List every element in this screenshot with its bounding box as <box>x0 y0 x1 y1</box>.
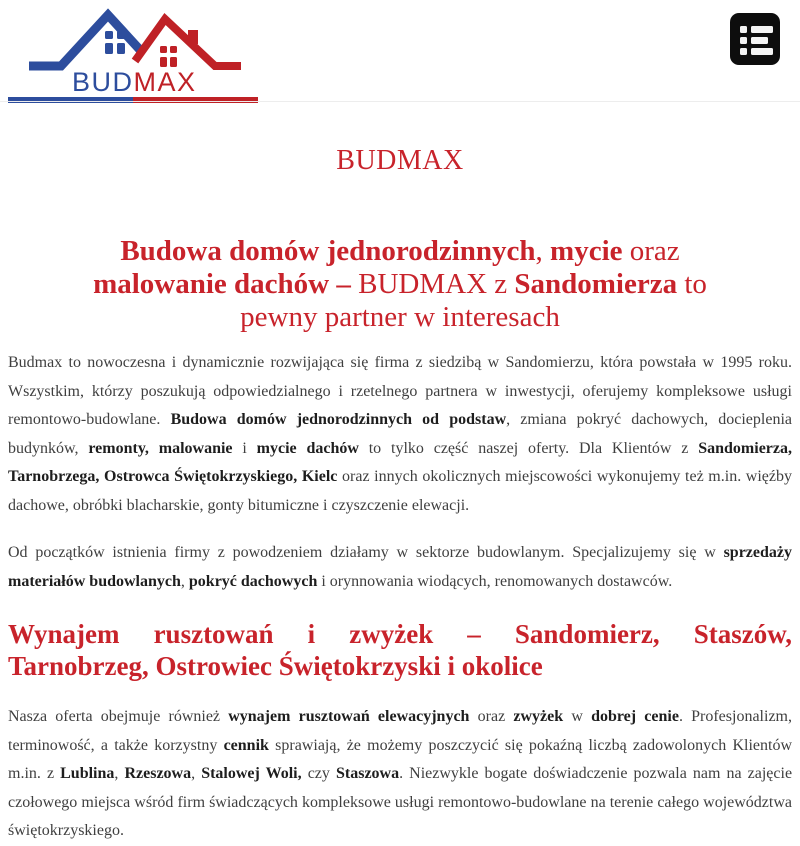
sub-heading-line-2: Tarnobrzeg, Ostrowiec Świętokrzyski i okolice <box>8 650 543 681</box>
red-house-windows <box>160 46 177 67</box>
red-roof-shape <box>135 19 241 66</box>
blue-roof-shape <box>29 15 141 66</box>
list-menu-icon <box>730 13 780 65</box>
logo-text-max: MAX <box>133 67 197 97</box>
intro-paragraph: Budmax to nowoczesna i dynamicznie rozwijająca się firma z siedzibą w Sandomierzu, która powstała w 1995 roku. Wszystkim, którzy poszukują odpowiedzialnego i rzetelnego partnera w inwestycji, oferujemy kompleksowe usługi remontowo-budowlane. Budowa domów jednorodzinnych od podstaw, zmiana pokryć dachowych, docieplenia budynków, remonty, malowanie i mycie dachów to tylko część naszej oferty. Dla Klientów z Sandomierza, Tarnobrzega, Ostrowca Świętokrzyskiego, Kielc oraz innych okolicznych miejscowości wykonujemy też m.in. więźby dachowe, obróbki blacharskie, gonty bitumiczne i czyszczenie elewacji. <box>8 354 793 514</box>
main-heading-line-1: Budowa domów jednorodzinnych, mycie oraz <box>120 235 680 267</box>
logo-text-bud: BUD <box>72 67 134 97</box>
menu-button[interactable] <box>730 13 780 65</box>
logo-bar-red <box>133 97 258 103</box>
main-heading-line-2: malowanie dachów – BUDMAX z Sandomierza to <box>93 267 707 300</box>
two-house-roofs-icon <box>8 4 258 104</box>
header-divider <box>0 101 800 102</box>
site-header <box>0 0 800 112</box>
main-heading <box>8 235 792 333</box>
logo-bar-blue <box>8 97 133 103</box>
sub-heading-line-1: Wynajem rusztowań i zwyżek – Sandomierz, Staszów, <box>8 619 792 650</box>
page-title[interactable]: BUDMAX <box>336 145 464 176</box>
budmax-logo[interactable] <box>8 4 258 104</box>
main-content <box>0 145 800 846</box>
blue-house-windows <box>105 31 125 54</box>
sub-heading <box>8 619 792 682</box>
logo-wordmark <box>72 67 197 97</box>
main-heading-line-3: pewny partner w interesach <box>240 300 560 333</box>
rental-paragraph: Nasza oferta obejmuje również wynajem rusztowań elewacyjnych oraz zwyżek w dobrej cenie. Profesjonalizm, terminowość, a także korzystny cennik sprawiają, że możemy poszczycić się pokaźną liczbą zadowolonych Klientów m.in. z Lublina, Rzeszowa, Stalowej Woli, czy Staszowa. Niezwykle bogate doświadczenie pozwala nam na zajęcie czołowego miejsca wśród firm świadczących kompleksowe usługi remontowo-budowlane na terenie całego województwa świętokrzyskiego. <box>8 708 793 840</box>
specialization-paragraph: Od początków istnienia firmy z powodzeniem działamy w sektorze budowlanym. Specjalizujemy się w sprzedaży materiałów budowlanych, pokryć dachowych i orynnowania wiodących, renomowanych dostawców. <box>8 544 792 590</box>
